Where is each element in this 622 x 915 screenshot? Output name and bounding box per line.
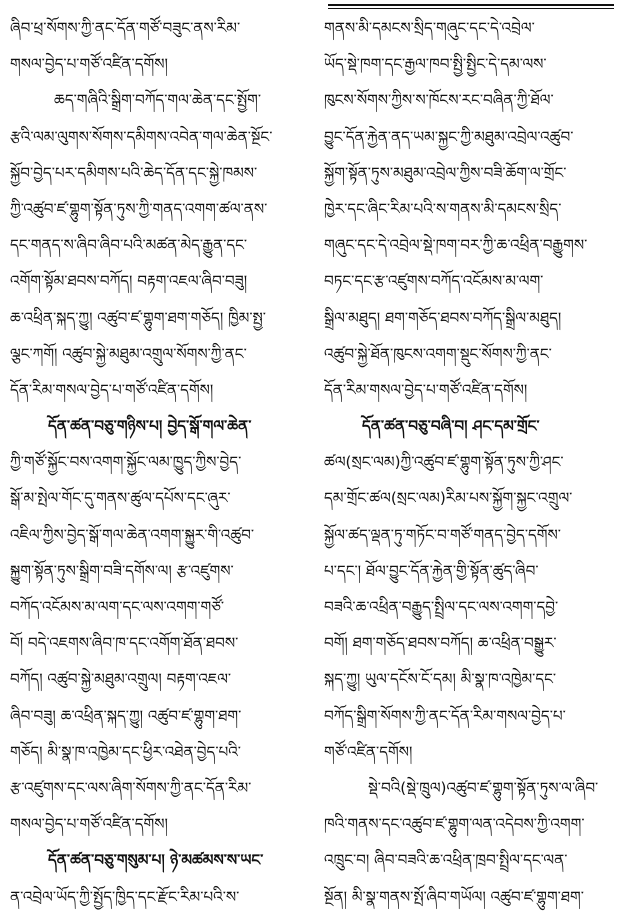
text-line: གཙོ་འཛིན་དགོས། bbox=[324, 742, 413, 761]
text-line: སྒྲིལ་མཐུད། ཐག་གཅོད་ཐབས་བཀོད་སྒྲིལ་མཐུད། bbox=[324, 308, 562, 327]
section-heading-line: དོན་ཚན་བཅུ་བཞི་བ། ཤང་དམ་གྲོང་ bbox=[362, 417, 540, 436]
text-line: བཟའི་ཆ་འཕྲིན་བརྒྱུད་སྤྲིལ་དང་ལས་འགག་དབྱེ་ bbox=[324, 598, 559, 616]
text-line: སྐྱོལ་ཚད་ལྡན་ཏུ་གཏོང་བ་གཙོ་གནད་བྱེད་དགོས་ bbox=[324, 525, 561, 544]
text-line: ཚལ(སྲང་ལམ)ཀྱི་འཚུབ་ཛ་གྷུག་སྟོན་ཏུས་ཀྱི་ཤང་ bbox=[324, 453, 564, 472]
text-line: འཁྲུང་བ། ཞིབ་བཟའི་ཆ་འཕྲིན་ཁྲབ་སྤྲིལ་དང་ལན་ bbox=[324, 851, 568, 870]
text-line: རྩའི་ལམ་ལུགས་སོགས་དམིགས་འབེན་གལ་ཆེན་སྔོང་ bbox=[10, 127, 273, 146]
text-line: ཀྱི་གཙོ་སྐྱོང་བས་འགག་སྐྱོང་ལམ་ཁྱུད་ཀྱིས་བྱེད་ bbox=[10, 453, 242, 472]
text-line: སྐད་ཀྱུ། ཡུལ་དངོས་ངོ་དམ། མི་སྣ་ཁ་འཁྱེམ་དང་ bbox=[324, 670, 557, 689]
text-line: བོ། བདེ་འཇགས་ཞིབ་ཁ་དང་འགོག་ཐོན་ཐབས་ bbox=[10, 634, 239, 653]
text-line: བྱུང་དོན་རྐྱེན་ནད་ཡམ་སྐྱང་ཀྱི་མཐུམ་འབྲེལ་འཚུབ་ bbox=[324, 127, 574, 146]
text-line: གསལ་བྱེད་པ་གཙོ་འཛིན་དགོས། bbox=[10, 55, 168, 74]
text-line: དམ་གྲོང་ཚལ(སྲང་ལམ)རིམ་པས་སྐྱོག་སྐྱང་འགྲུལ་ bbox=[324, 489, 573, 508]
right-text-column bbox=[324, 10, 616, 915]
text-line: གནས་མི་དམངས་སྲིད་གཞུང་དང་དེ་འབྲེལ་ bbox=[324, 19, 535, 37]
text-line: དང་གནད་ས་ཞིབ་ཞིབ་པའི་མཚན་མེད་རྒྱུན་དང་ bbox=[10, 236, 248, 255]
text-line: སྐྱོབ་བྱེད་པར་དམིགས་པའི་ཆེད་དོན་དང་སྐྱེ་ཁམས་ bbox=[10, 163, 258, 182]
text-line: ན་འབྲེལ་ཡོད་ཀྱི་སྤྱོད་ཁྱིད་དང་རྫོང་རིམ་པའི་ས་ bbox=[10, 887, 240, 906]
section-heading-line: དོན་ཚན་བཅུ་གཉིས་པ། བྱེད་སྒོ་གལ་ཆེན་ bbox=[48, 417, 252, 436]
text-line: དོན་རིམ་གསལ་བྱེད་པ་གཙོ་འཛིན་དགོས། bbox=[10, 380, 214, 399]
text-line: འཇིལ་ཀྱིས་བྱེད་སྒོ་གལ་ཆེན་འགག་སྐྱུར་གི་འཚུབ་ bbox=[10, 525, 255, 544]
text-line: དོན་རིམ་གསལ་བྱེད་པ་གཙོ་འཛིན་དགོས། bbox=[324, 380, 528, 399]
text-line: སྔོན། མི་སྣ་གནས་སྤོ་ཞིབ་གཡོལ། འཚུབ་ཛ་གྷུག་ཐག་ bbox=[324, 887, 584, 906]
text-line: པ་དང་། ཐོལ་བྱུང་དོན་རྐྱེན་གྱི་སྟོན་ཚུད་ཞིབ་ bbox=[324, 561, 539, 580]
top-rule-thin bbox=[328, 8, 614, 9]
text-line: འཚུབ་སྐྱེ་ཐོན་ཁུངས་འགག་སྡུང་སོགས་ཀྱི་ནང་ bbox=[324, 344, 552, 363]
paragraph-start-line: སྡེ་བའི(སྡེ་ཁྲུལ)འཚུབ་ཛ་གྷུག་སྟོན་ཏུས་ལ་ཞིབ་ bbox=[368, 778, 599, 797]
left-text-column bbox=[10, 10, 302, 915]
text-line: ཞིབ་ཕྲ་སོགས་ཀྱི་ནང་དོན་གཙོ་བཟུང་ནས་རིམ་ bbox=[10, 19, 241, 37]
text-line: ཡོད་སྡེ་ཁག་དང་རྒྱལ་ཁབ་སྤྱི་སྤྱིང་དེ་དམ་ལས་ bbox=[324, 55, 547, 74]
top-rule bbox=[328, 4, 614, 6]
text-line: གཅོད། མི་སྣ་ཁ་འཁྱེམ་དང་ཕྱིར་འཐེན་བྱེད་པའི་ bbox=[10, 742, 241, 761]
text-line: འགོག་སྟོམ་ཐབས་བཀོད། བརྟག་འཇལ་ཞིབ་བཟུ། bbox=[10, 272, 248, 291]
text-line: གཞུང་དང་དེ་འབྲེལ་སྡེ་ཁག་བར་ཀྱི་ཆ་འཕྲིན་བརྒྱུགས་ bbox=[324, 236, 588, 255]
text-line: བཀོད་འངོམས་མ་ལག་དང་ལས་འགག་གཙོ་ bbox=[10, 598, 225, 616]
text-line: རྩ་འཛུགས་དང་ལས་ཞིག་སོགས་ཀྱི་ནང་དོན་རིམ་ bbox=[10, 778, 252, 797]
text-line: སྐྱོག་སྟོན་ཏུས་མཐུམ་འབྲེལ་ཀྱིས་བཟི་ཆོག་ལ་གྲོང་ bbox=[324, 163, 567, 182]
text-line: ཁྱེར་དང་ཞིང་རིམ་པའི་ས་གནས་མི་དམངས་སྲིད་ bbox=[324, 199, 562, 218]
text-line: སྒོ་མ་སྤེལ་གོང་དུ་གནས་ཚུལ་དཔོས་དང་ཞུར་ bbox=[10, 489, 231, 508]
text-line: བཀོད་སྒྲིག་སོགས་ཀྱི་ནང་དོན་རིམ་གསལ་བྱེད་པ་ bbox=[324, 706, 566, 725]
text-line: ཆ་འཕྲིན་སྐད་ཀྱུ། འཚུབ་ཛ་གྷུག་ཐག་གཅོད། ཁྱིམ་སྤྱ་ bbox=[10, 308, 266, 327]
text-line: ཁུངས་སོགས་ཀྱིས་ས་ཁོངས་རང་བཞིན་ཀྱི་ཐོལ་ bbox=[324, 91, 554, 110]
paragraph-start-line: ཆད་གཞིའི་སྒྲིག་བཀོད་གལ་ཆེན་དང་སྤྱོག་ bbox=[54, 91, 262, 110]
text-line: བཀོད། འཚུབ་སྐྱེ་མཐུམ་འགྲུལ། བརྟག་འཇལ་ bbox=[10, 670, 232, 689]
text-line: ཞིབ་བཟུ། ཆ་འཕྲིན་སྐད་ཀྱུ། འཚུབ་ཛ་གྷུག་ཐག་ bbox=[10, 706, 242, 725]
text-line: ཁའི་གནས་དང་འཚུབ་ཛ་གྷུག་ལན་འདེབས་ཀྱི་འགག་ bbox=[324, 815, 585, 834]
text-line: བགོ། ཐག་གཅོད་ཐབས་བཀོད། ཆ་འཕྲིན་བསྒྱུར་ bbox=[324, 634, 557, 653]
text-line: ལྕང་ཀགོ། འཚུབ་སྐྱེ་མཐུམ་འགྲུལ་སོགས་ཀྱི་ནང་ bbox=[10, 344, 247, 363]
text-line: སྐྱུག་སྟོན་ཏུས་སྒྲིག་བཟི་དགོས་ལ། རྩ་འཛུགས་ bbox=[10, 561, 234, 580]
text-line: བཏང་དང་རྩ་འཛུགས་བཀོད་འངོམས་མ་ལག་ bbox=[324, 272, 544, 291]
text-line: ཀྱི་འཚུབ་ཛ་གྷུག་སྟོན་ཏུས་ཀྱི་གནད་འགག་ཚལ་ནས་ bbox=[10, 199, 268, 218]
text-line: གསལ་བྱེད་པ་གཙོ་འཛིན་དགོས། bbox=[10, 815, 168, 834]
section-heading-line: དོན་ཚན་བཅུ་གསུམ་པ། ཉེ་མཚམས་ས་ཡང་ bbox=[48, 851, 264, 870]
